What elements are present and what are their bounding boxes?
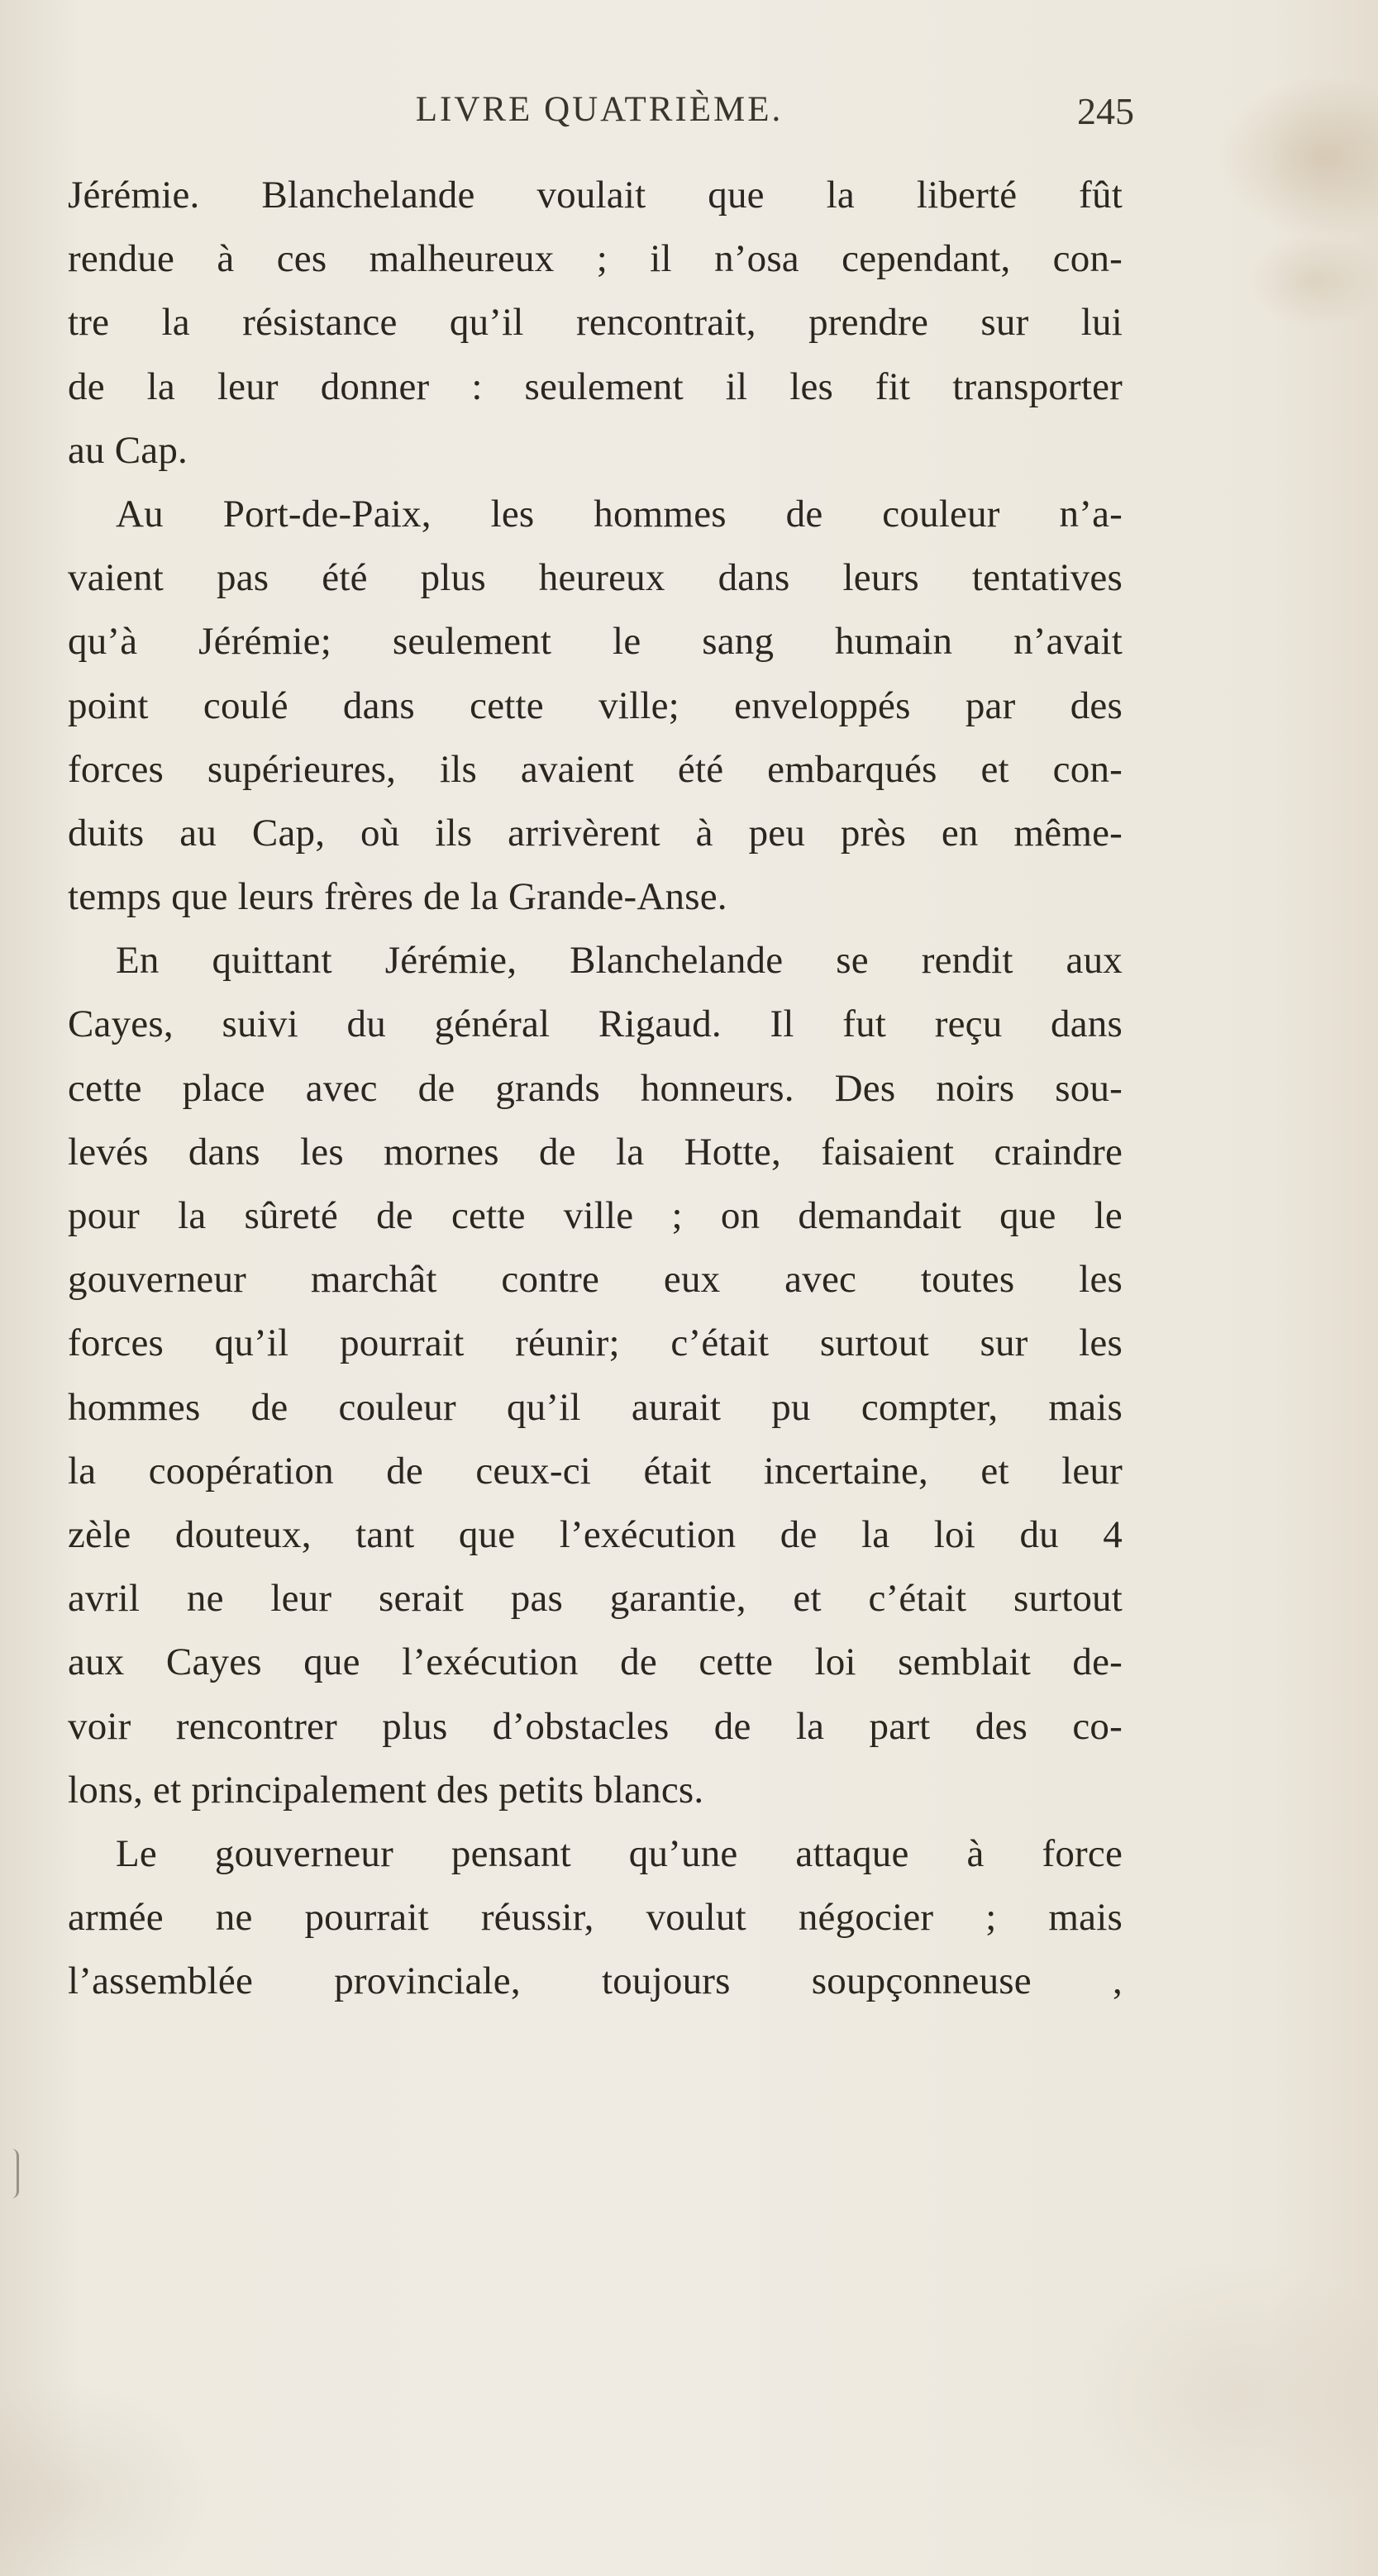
- text-line: de la leur donner : seulement il les fit transporter: [68, 364, 1123, 408]
- text-line: forces supérieures, ils avaient été embarqués et con-: [68, 747, 1123, 791]
- text-line: aux Cayes que l’exécution de cette loi semblait de-: [68, 1640, 1123, 1684]
- text-line: Jérémie. Blanchelande voulait que la liberté fût: [68, 174, 1123, 217]
- text-line: point coulé dans cette ville; enveloppés par des: [68, 683, 1123, 727]
- text-line: lons, et principalement des petits blancs.: [68, 1768, 704, 1812]
- text-line: cette place avec de grands honneurs. Des noirs sou-: [68, 1066, 1123, 1110]
- text-line: duits au Cap, où ils arrivèrent à peu près en même-: [68, 811, 1123, 855]
- page-edge-mark: [12, 2149, 19, 2198]
- text-line: Cayes, suivi du général Rigaud. Il fut reçu dans: [68, 1002, 1123, 1046]
- text-line: au Cap.: [68, 428, 188, 472]
- paragraph: [68, 1822, 1123, 2014]
- text-line: zèle douteux, tant que l’exécution de la loi du 4: [68, 1512, 1123, 1556]
- text-line: vaient pas été plus heureux dans leurs tentatives: [68, 556, 1123, 600]
- body-text: [68, 164, 1123, 2013]
- paragraph: [68, 164, 1123, 483]
- text-line: rendue à ces malheureux ; il n’osa cependant, con-: [68, 237, 1123, 281]
- text-line: Le gouverneur pensant qu’une attaque à force: [116, 1831, 1123, 1875]
- text-line: voir rencontrer plus d’obstacles de la part des co-: [68, 1704, 1123, 1748]
- chapter-title: LIVRE QUATRIÈME.: [415, 90, 784, 129]
- text-line: pour la sûreté de cette ville ; on demandait que le: [68, 1194, 1123, 1237]
- text-line: avril ne leur serait pas garantie, et c’était surtout: [68, 1577, 1123, 1621]
- text-line: forces qu’il pourrait réunir; c’était surtout sur les: [68, 1321, 1123, 1365]
- text-line: tre la résistance qu’il rencontrait, prendre sur lui: [68, 301, 1123, 345]
- text-line: Au Port-de-Paix, les hommes de couleur n’a-: [116, 492, 1123, 536]
- page-number: 245: [1077, 90, 1134, 132]
- running-head: [66, 89, 1132, 139]
- text-line: temps que leurs frères de la Grande-Anse.: [68, 875, 727, 919]
- paragraph: [68, 929, 1123, 1822]
- text-line: qu’à Jérémie; seulement le sang humain n’avait: [68, 620, 1123, 664]
- paragraph: [68, 483, 1123, 929]
- text-line: la coopération de ceux-ci était incertaine, et leur: [68, 1449, 1123, 1493]
- text-line: hommes de couleur qu’il aurait pu compter, mais: [68, 1385, 1123, 1429]
- text-line: gouverneur marchât contre eux avec toutes les: [68, 1258, 1123, 1302]
- text-line: l’assemblée provinciale, toujours soupçonneuse ,: [68, 1959, 1123, 2003]
- text-line: armée ne pourrait réussir, voulut négocier ; mais: [68, 1896, 1123, 1940]
- text-line: En quittant Jérémie, Blanchelande se rendit aux: [116, 939, 1123, 983]
- text-line: levés dans les mornes de la Hotte, faisaient craindre: [68, 1130, 1123, 1174]
